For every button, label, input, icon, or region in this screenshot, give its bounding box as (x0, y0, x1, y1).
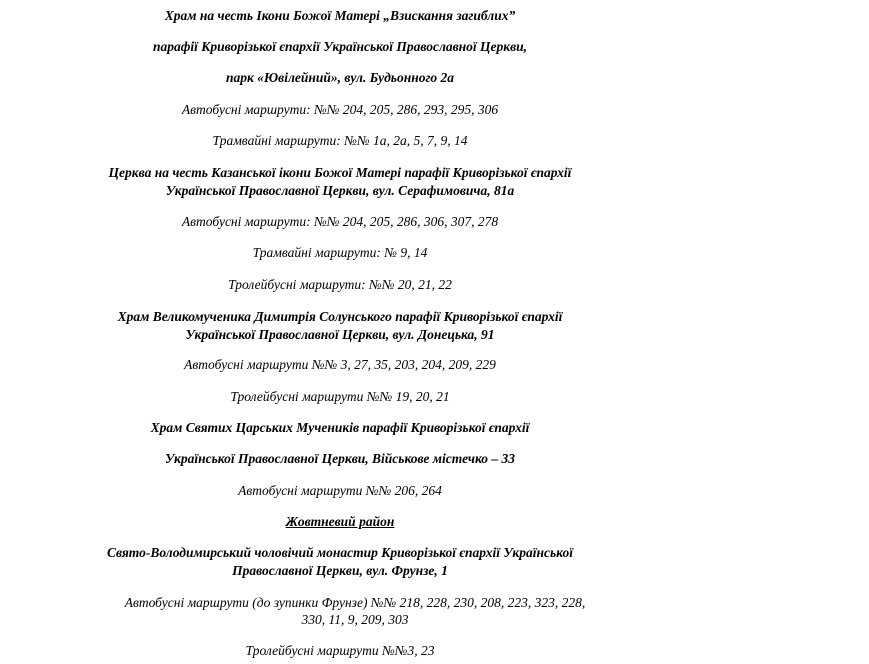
monastery-bus-routes: Автобусні маршрути (до зупинки Фрунзе) №№ 218, 228, 230, 208, 223, 323, 228, (124, 595, 586, 610)
church-4-bus-routes: Автобусні маршрути №№ 206, 264 (238, 483, 442, 498)
church-2-trolleybus-routes: Тролейбусні маршрути: №№ 20, 21, 22 (228, 277, 452, 292)
monastery-address: Православної Церкви, вул. Фрунзе, 1 (232, 563, 448, 578)
church-4-address: Української Православної Церкви, Військове містечко – 33 (164, 451, 516, 466)
church-1-tram-routes: Трамвайні маршрути: №№ 1а, 2а, 5, 7, 9, 14 (212, 133, 468, 148)
church-3-trolleybus-routes: Тролейбусні маршрути №№ 19, 20, 21 (230, 389, 450, 404)
church-2-address: Української Православної Церкви, вул. Серафимовича, 81а (165, 183, 515, 198)
church-3-address: Української Православної Церкви, вул. Донецька, 91 (185, 327, 495, 342)
church-2-bus-routes: Автобусні маршрути: №№ 204, 205, 286, 306, 307, 278 (181, 214, 499, 229)
church-4-title: Храм Святих Царських Мучеників парафії Криворізької єпархії (150, 420, 530, 435)
district-heading: Жовтневий район (285, 514, 395, 529)
church-1-parish: парафії Криворізької єпархії Української Православної Церкви, (152, 39, 528, 54)
church-1-address: парк «Ювілейний», вул. Будьонного 2а (225, 70, 455, 85)
monastery-trolleybus-routes: Тролейбусні маршрути №№3, 23 (245, 643, 435, 658)
church-2-tram-routes: Трамвайні маршрути: № 9, 14 (252, 245, 428, 260)
church-1-title: Храм на честь Ікони Божої Матері „Взискання загиблих” (164, 8, 516, 23)
church-3-bus-routes: Автобусні маршрути №№ 3, 27, 35, 203, 204, 209, 229 (184, 357, 496, 372)
monastery-title: Свято-Володимирський чоловічий монастир Криворізької єпархії Української (107, 545, 573, 560)
church-3-title: Храм Великомученика Димитрія Солунського парафії Криворізької єпархії (117, 309, 563, 324)
church-1-bus-routes: Автобусні маршрути: №№ 204, 205, 286, 293, 295, 306 (181, 102, 499, 117)
monastery-bus-routes-cont: 330, 11, 9, 209, 303 (301, 612, 409, 627)
church-2-title: Церква на честь Казанської ікони Божої Матері парафії Криворізької єпархії (108, 165, 572, 180)
